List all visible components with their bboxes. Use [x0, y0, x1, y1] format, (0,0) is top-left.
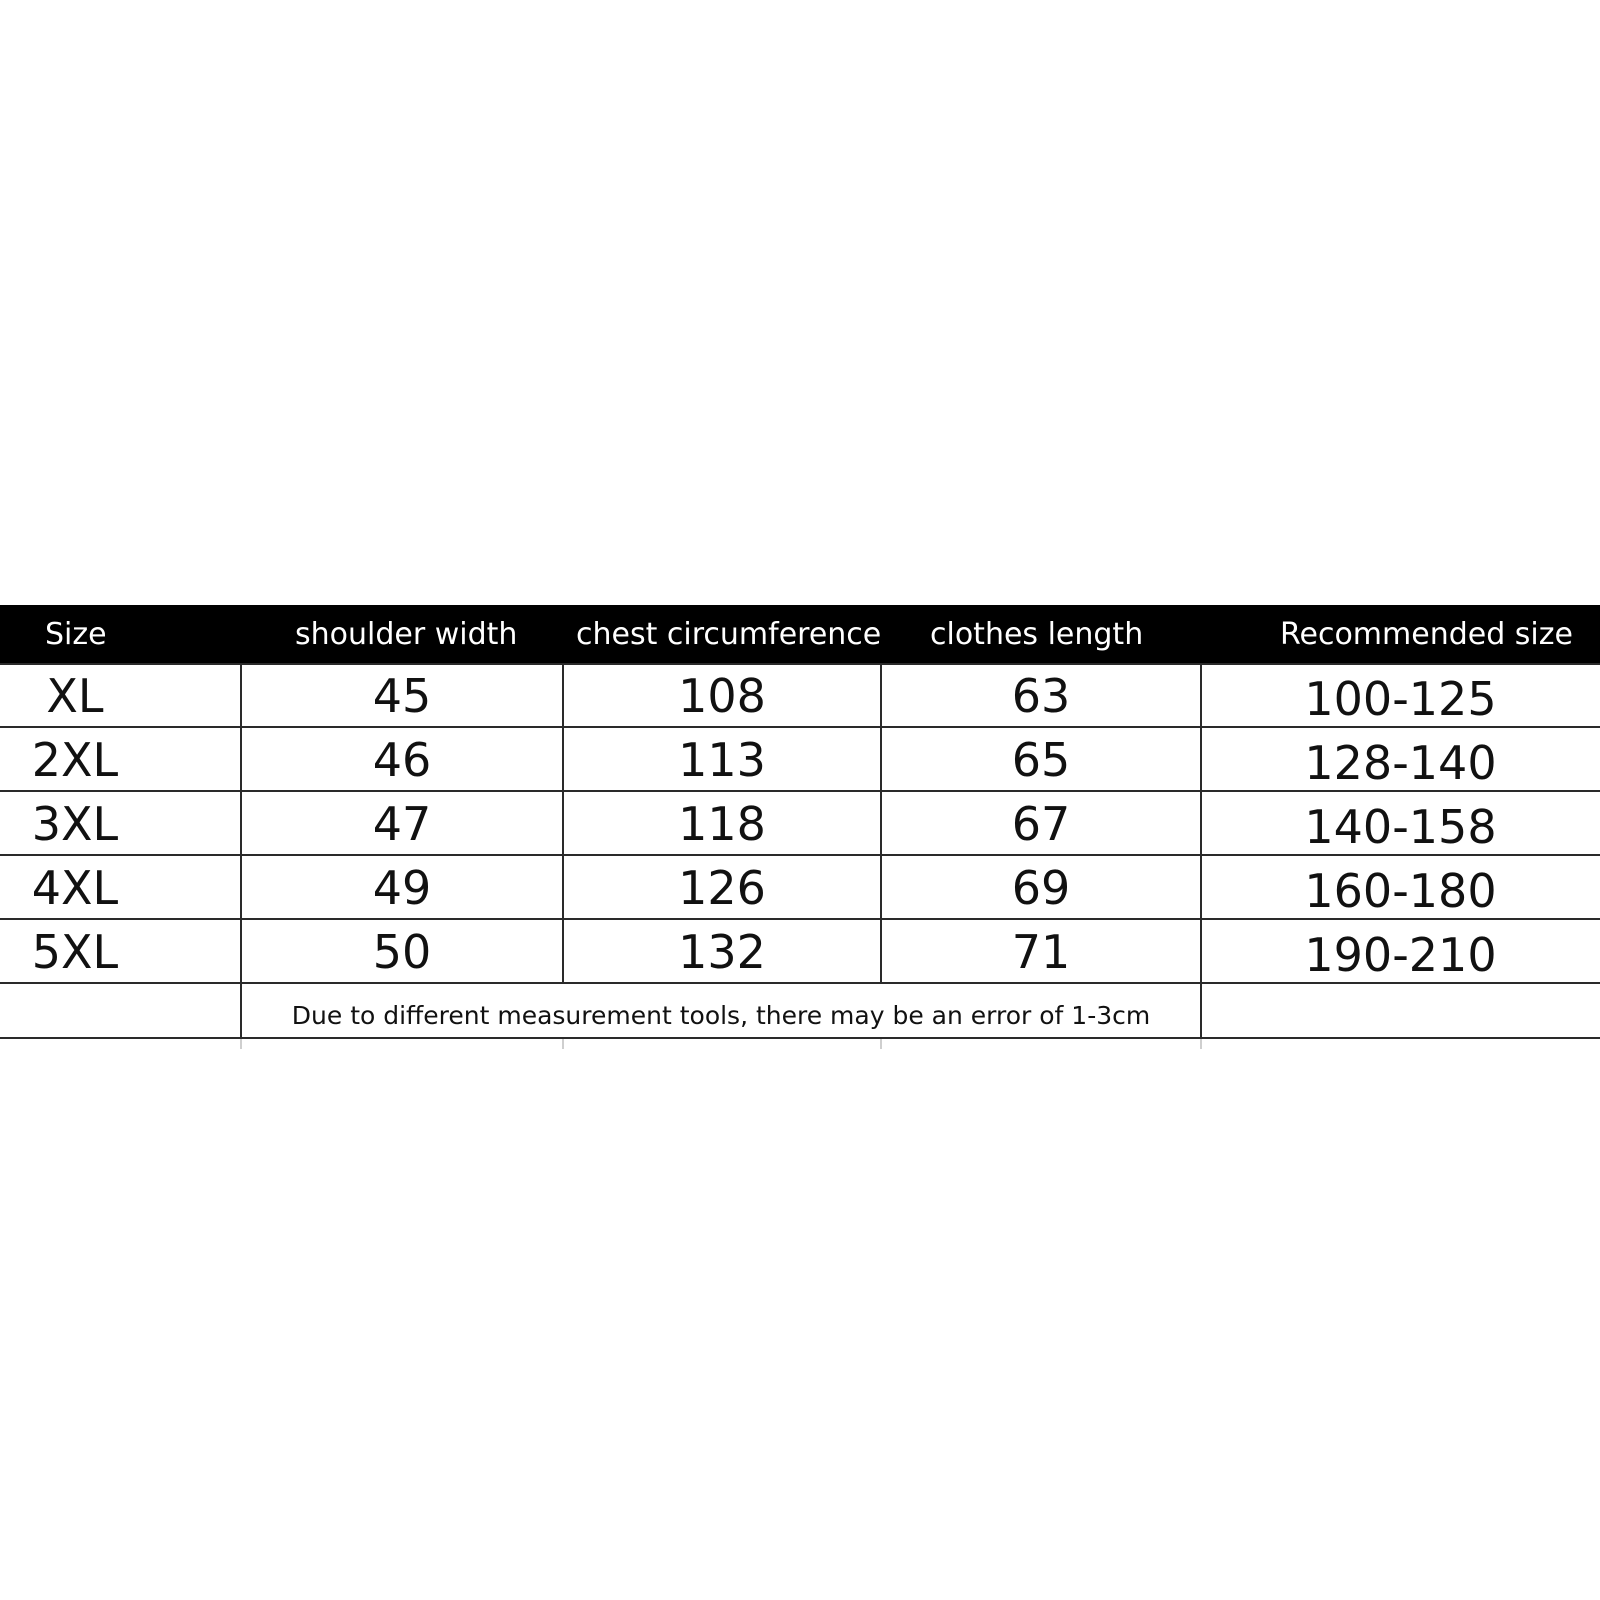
cell-chest-circumference: 118 — [678, 797, 766, 851]
cell-shoulder-width: 49 — [372, 861, 432, 915]
size-chart-table — [0, 605, 1600, 1050]
cell-clothes-length: 65 — [1011, 733, 1071, 787]
cell-recommended-size: 140-158 — [1304, 800, 1497, 854]
column-divider — [240, 663, 242, 1039]
header-chest-circumference: chest circumference — [576, 617, 882, 652]
column-divider — [1200, 663, 1202, 1039]
column-divider-stub — [240, 1039, 242, 1049]
cell-size: 2XL — [31, 733, 119, 787]
column-divider — [562, 663, 564, 983]
cell-chest-circumference: 113 — [678, 733, 766, 787]
cell-size: XL — [46, 669, 104, 723]
cell-shoulder-width: 46 — [372, 733, 432, 787]
column-divider-stub — [1200, 1039, 1202, 1049]
cell-chest-circumference: 132 — [678, 925, 766, 979]
cell-chest-circumference: 126 — [678, 861, 766, 915]
cell-clothes-length: 63 — [1011, 669, 1071, 723]
cell-size: 3XL — [31, 797, 119, 851]
cell-size: 5XL — [31, 925, 119, 979]
cell-recommended-size: 160-180 — [1304, 864, 1497, 918]
header-clothes-length: clothes length — [930, 617, 1144, 652]
cell-chest-circumference: 108 — [678, 669, 766, 723]
header-shoulder-width: shoulder width — [295, 617, 518, 652]
cell-recommended-size: 128-140 — [1304, 736, 1497, 790]
cell-clothes-length: 71 — [1011, 925, 1071, 979]
column-divider-stub — [562, 1039, 564, 1049]
cell-size: 4XL — [31, 861, 119, 915]
cell-clothes-length: 69 — [1011, 861, 1071, 915]
cell-shoulder-width: 47 — [372, 797, 432, 851]
measurement-error-note: Due to different measurement tools, there may be an error of 1-3cm — [291, 1001, 1151, 1030]
cell-shoulder-width: 50 — [372, 925, 432, 979]
header-recommended-size: Recommended size — [1280, 617, 1573, 652]
column-divider — [880, 663, 882, 983]
column-divider-stub — [880, 1039, 882, 1049]
cell-recommended-size: 100-125 — [1304, 672, 1497, 726]
header-size: Size — [45, 617, 107, 652]
cell-recommended-size: 190-210 — [1304, 928, 1497, 982]
cell-shoulder-width: 45 — [372, 669, 432, 723]
cell-clothes-length: 67 — [1011, 797, 1071, 851]
table-header-row — [0, 605, 1600, 663]
